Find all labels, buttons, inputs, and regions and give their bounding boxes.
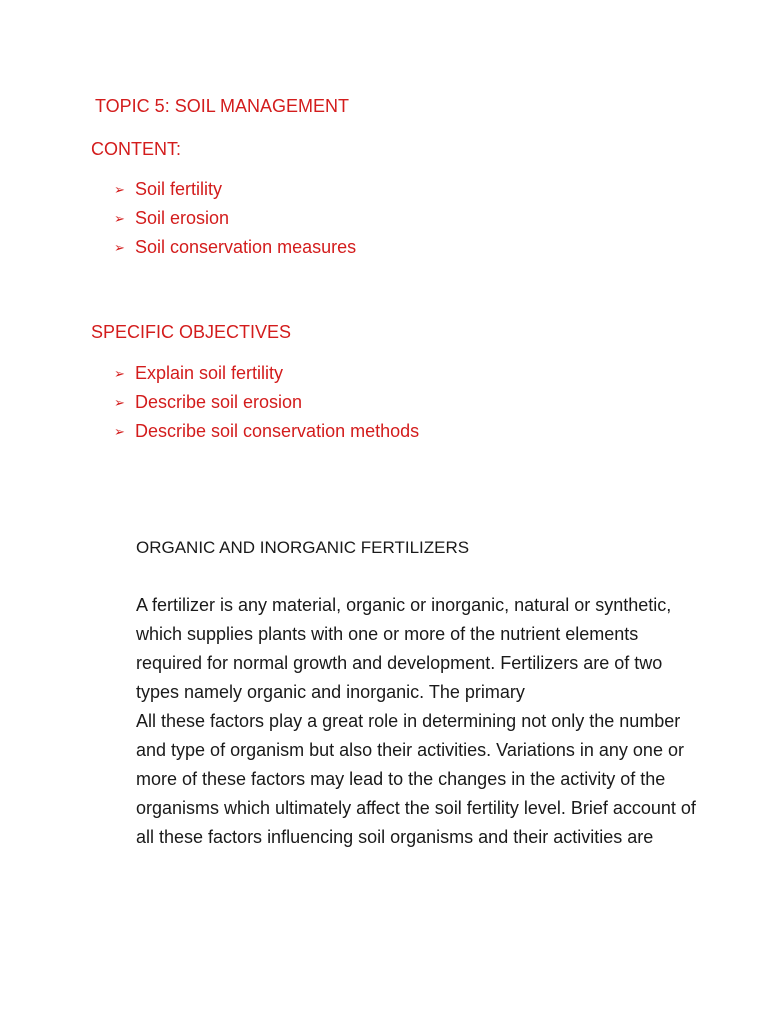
list-item-label: Soil conservation measures: [135, 237, 357, 257]
arrow-bullet-icon: ➢: [114, 366, 125, 381]
arrow-bullet-icon: ➢: [114, 395, 125, 410]
arrow-bullet-icon: ➢: [114, 211, 125, 226]
topic-title: TOPIC 5: SOIL MANAGEMENT: [95, 96, 350, 116]
list-item: [114, 233, 356, 262]
objectives-heading: SPECIFIC OBJECTIVES: [91, 322, 292, 342]
list-item: [114, 175, 356, 204]
section-title: ORGANIC AND INORGANIC FERTILIZERS: [136, 538, 470, 557]
content-heading: CONTENT:: [91, 139, 181, 159]
list-item: [114, 204, 356, 233]
list-item: [114, 417, 419, 446]
paragraph: A fertilizer is any material, organic or inorganic, natural or synthetic, which supplies plants with one or more of the nutrient elements required for normal growth and development. Fertilizers are of two types namely organic and inorganic. The primary: [136, 595, 672, 702]
arrow-bullet-icon: ➢: [114, 240, 125, 255]
list-item-label: Explain soil fertility: [135, 363, 284, 383]
list-item: [114, 359, 419, 388]
paragraph: All these factors play a great role in determining not only the number and type of organism but also their activities. Variations in any one or more of these factors may lead to the changes in the activity of the organisms which ultimately affect the soil fertility level. Brief account of all these factors influencing soil organisms and their activities are: [136, 711, 696, 847]
content-list: [114, 175, 356, 262]
section-body: [136, 591, 696, 852]
objectives-list: [114, 359, 419, 446]
arrow-bullet-icon: ➢: [114, 424, 125, 439]
list-item-label: Describe soil erosion: [135, 392, 303, 412]
arrow-bullet-icon: ➢: [114, 182, 125, 197]
list-item: [114, 388, 419, 417]
list-item-label: Describe soil conservation methods: [135, 421, 420, 441]
list-item-label: Soil fertility: [135, 179, 223, 199]
list-item-label: Soil erosion: [135, 208, 230, 228]
